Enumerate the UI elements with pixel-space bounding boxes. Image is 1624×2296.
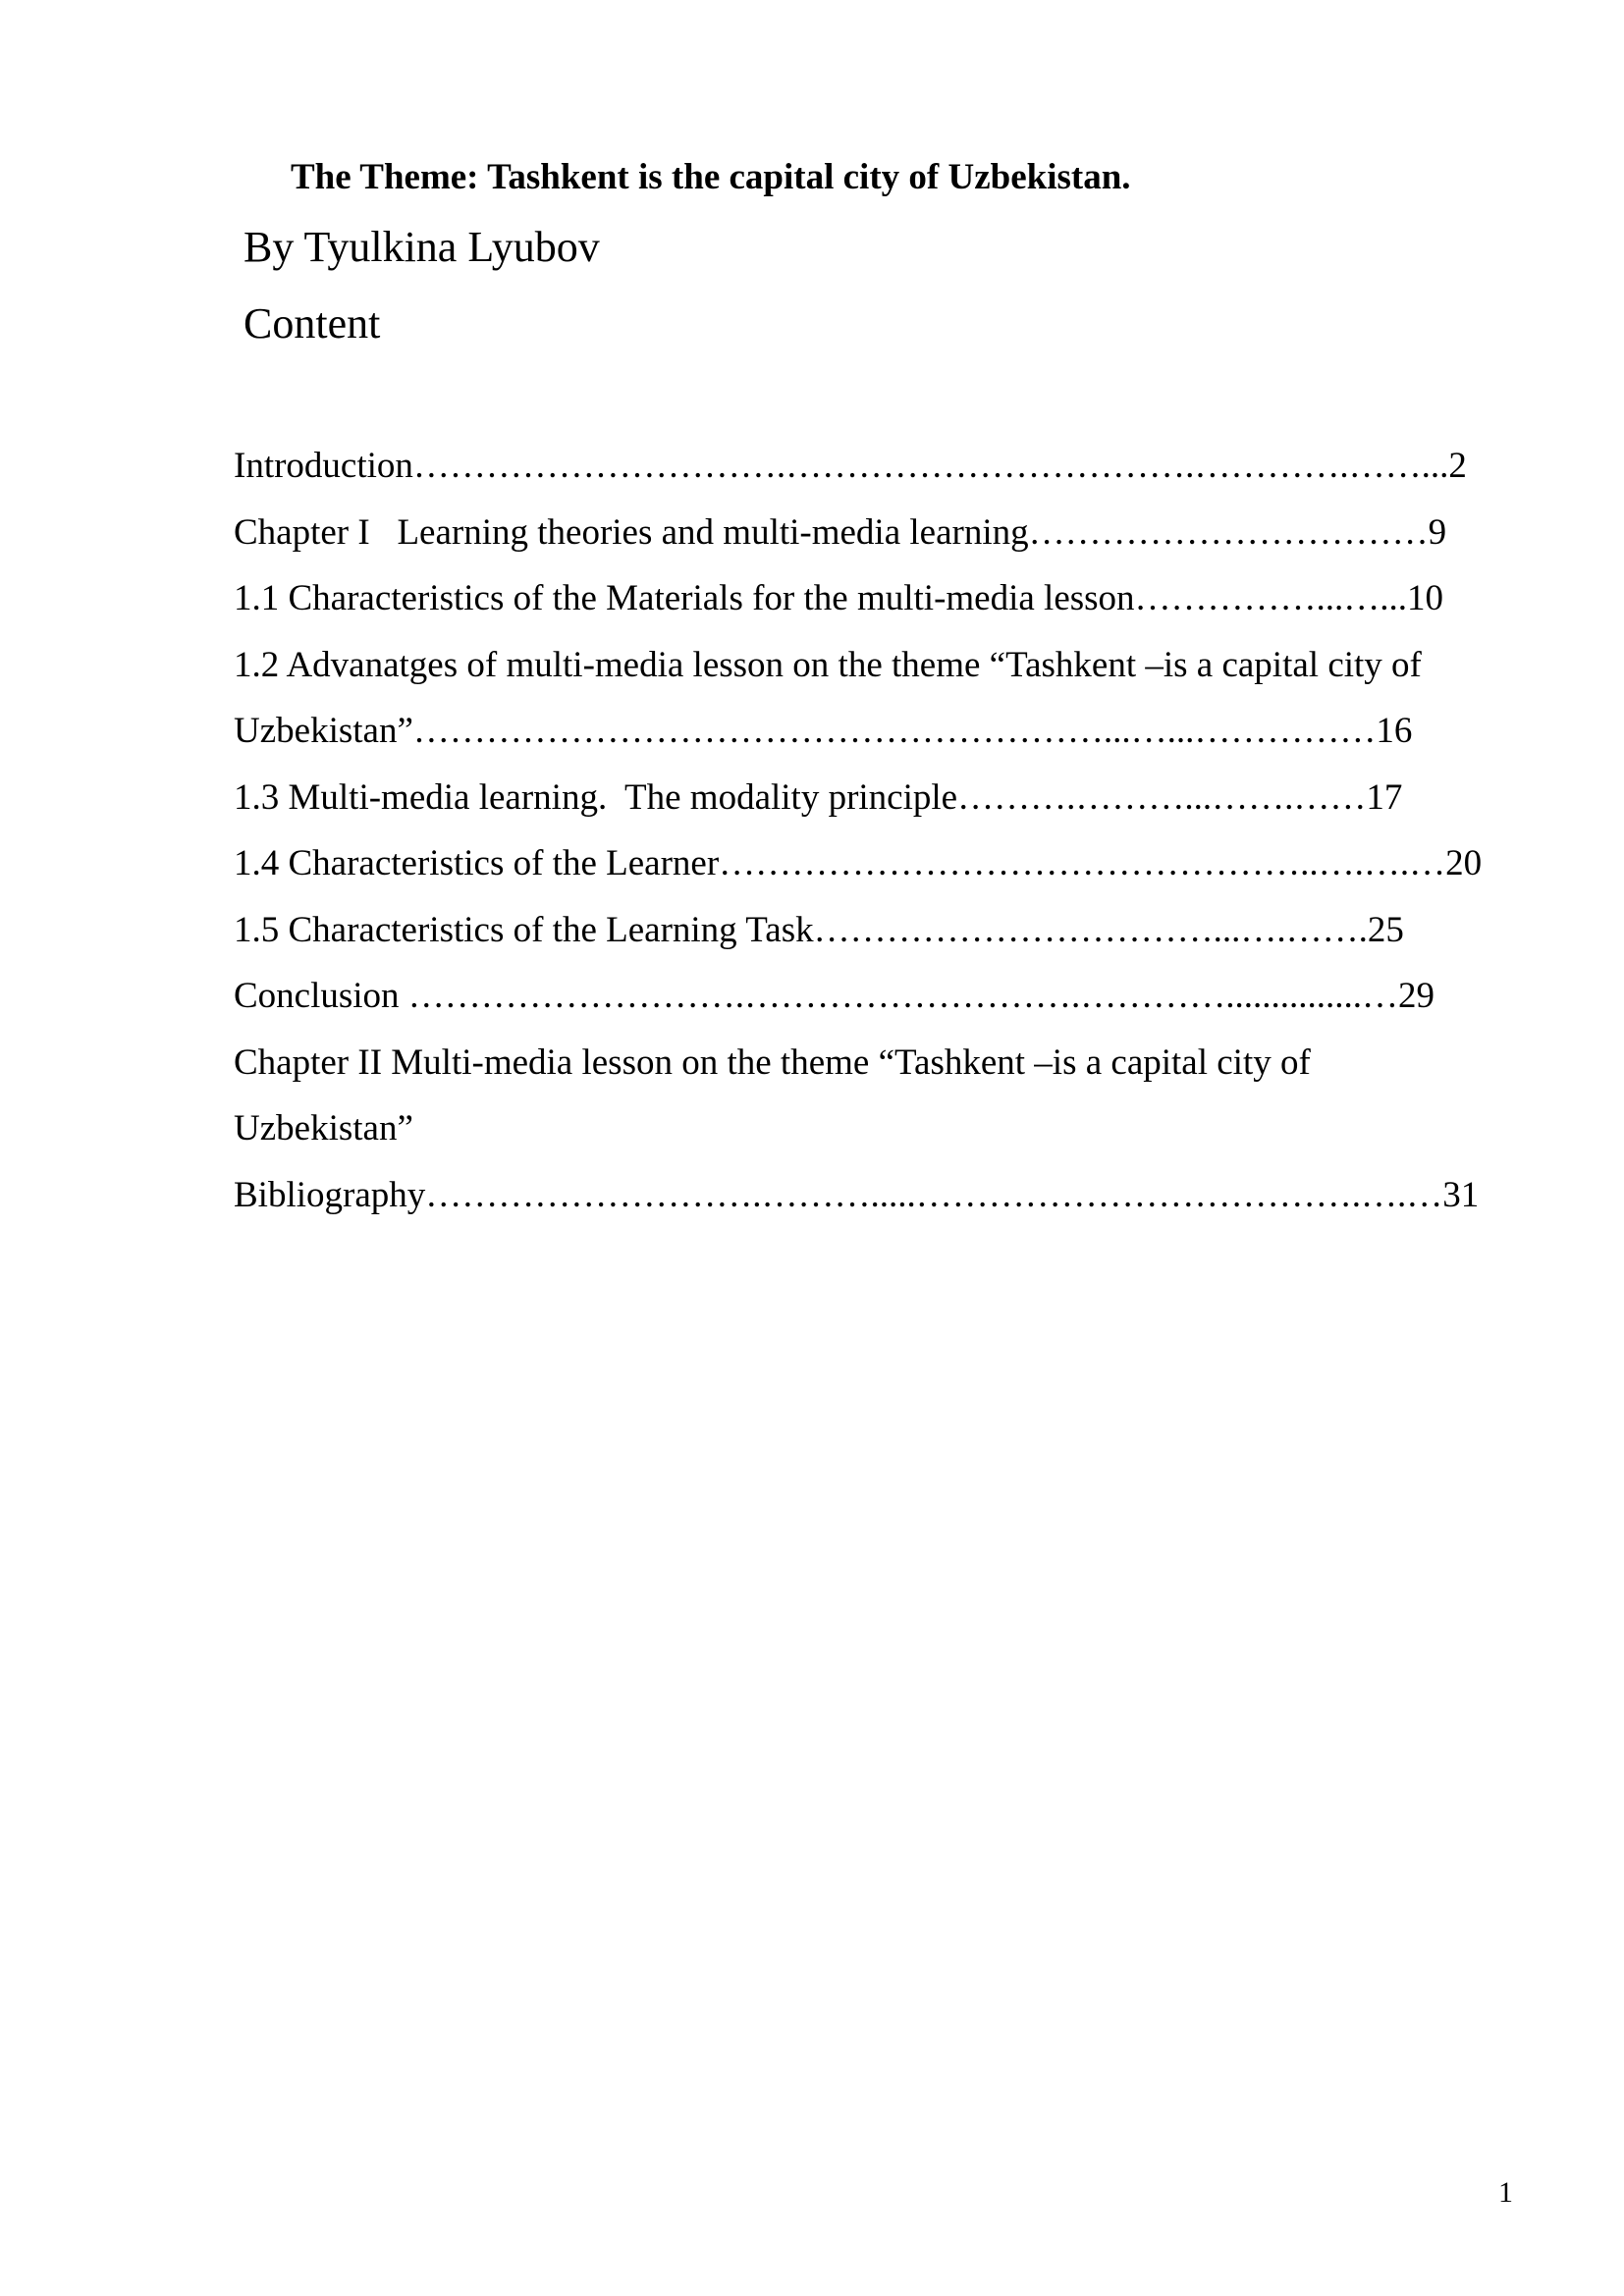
toc-entry-conclusion: Conclusion ……………………….……………………….…………...............…29 xyxy=(234,976,1435,1016)
toc-entry-1-5: 1.5 Characteristics of the Learning Task……………………………...….…….25 xyxy=(234,909,1404,950)
toc-entry-1-4: 1.4 Characteristics of the Learner…………………………………………..….….…20 xyxy=(234,843,1483,883)
toc-entry-1-2-continued: Uzbekistan”…………………………………………………...…...……………16 xyxy=(234,711,1413,751)
table-of-contents xyxy=(234,433,1530,1228)
toc-entry-bibliography: Bibliography……………………….……….....……………………………….….…31 xyxy=(234,1174,1480,1215)
toc-entry-chapter-2: Chapter II Multi-media lesson on the theme “Tashkent –is a capital city of xyxy=(234,1041,1311,1083)
toc-entry-chapter-1: Chapter I Learning theories and multi-media learning……………………………9 xyxy=(234,511,1447,553)
toc-entry-1-3: 1.3 Multi-media learning. The modality principle……….………...…….……17 xyxy=(234,776,1403,818)
author-line: By Tyulkina Lyubov xyxy=(244,223,600,271)
page-number: 1 xyxy=(1498,2176,1513,2209)
toc-entry-1-2: 1.2 Advanatges of multi-media lesson on the theme “Tashkent –is a capital city of xyxy=(234,644,1422,685)
toc-entry-chapter-2-continued: Uzbekistan” xyxy=(234,1108,413,1148)
theme-title: The Theme: Tashkent is the capital city of Uzbekistan. xyxy=(291,157,1131,197)
toc-entry-1-1: 1.1 Characteristics of the Materials for the multi-media lesson……………...…...10 xyxy=(234,578,1444,618)
content-heading: Content xyxy=(244,299,381,347)
toc-entry-introduction: Introduction………………………….…………………………….………….……...2 xyxy=(234,446,1467,486)
